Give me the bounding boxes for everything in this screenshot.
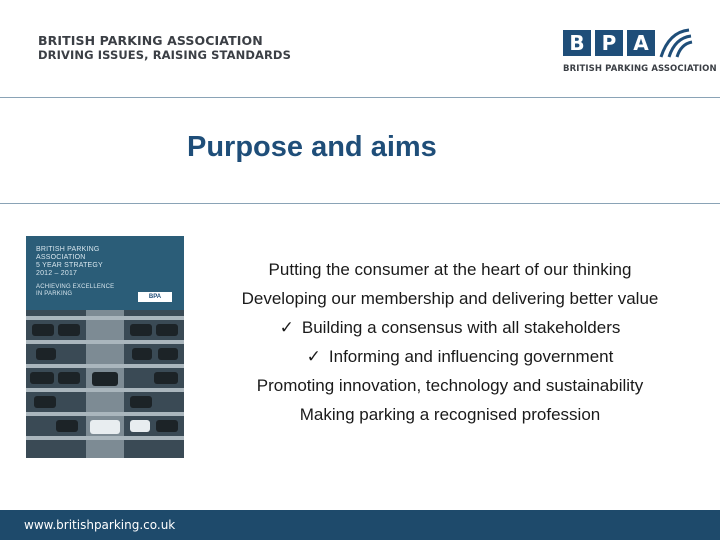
logo-tiles <box>563 28 695 58</box>
org-name: BRITISH PARKING ASSOCIATION <box>38 33 263 48</box>
aim-item <box>190 342 710 371</box>
car-park-photo <box>26 310 184 458</box>
header-org-block <box>38 34 291 62</box>
cover-title-line: ASSOCIATION <box>36 254 86 261</box>
aim-text: Developing our membership and delivering better value <box>241 289 659 308</box>
cover-title-line: 5 YEAR STRATEGY <box>36 262 103 269</box>
org-tagline: DRIVING ISSUES, RAISING STANDARDS <box>38 48 291 62</box>
checkmark-icon: ✓ <box>306 347 321 366</box>
footer-website-link[interactable]: www.britishparking.co.uk <box>24 518 176 532</box>
aim-item <box>190 284 710 313</box>
aim-item <box>190 371 710 400</box>
aim-item <box>190 400 710 429</box>
aim-text: Building a consensus with all stakeholders <box>301 318 621 337</box>
strategy-cover-image <box>26 236 184 458</box>
cover-title <box>36 246 146 298</box>
cover-subtitle-line: ACHIEVING EXCELLENCE <box>36 284 115 290</box>
logo-tile-a: A <box>627 30 655 56</box>
cover-subtitle <box>36 284 146 298</box>
logo-arcs-icon <box>659 28 693 58</box>
cover-title-line: BRITISH PARKING <box>36 246 100 253</box>
footer-bar <box>0 510 720 540</box>
aim-item <box>190 313 710 342</box>
cover-title-line: 2012 – 2017 <box>36 270 78 277</box>
logo-tile-b: B <box>563 30 591 56</box>
aims-list <box>190 255 710 429</box>
top-divider <box>0 97 720 98</box>
logo-caption: BRITISH PARKING ASSOCIATION <box>563 64 717 74</box>
checkmark-icon: ✓ <box>279 318 294 337</box>
aim-text: Making parking a recognised profession <box>299 405 601 424</box>
slide-title: Purpose and aims <box>187 131 437 163</box>
aim-item <box>190 255 710 284</box>
bpa-logo <box>563 28 717 76</box>
aim-text: Putting the consumer at the heart of our thinking <box>268 260 632 279</box>
title-divider <box>0 203 720 204</box>
aim-text: Promoting innovation, technology and sustainability <box>256 376 644 395</box>
cover-logo: BPA <box>138 292 172 302</box>
aim-text: Informing and influencing government <box>328 347 614 366</box>
cover-subtitle-line: IN PARKING <box>36 291 73 297</box>
logo-tile-p: P <box>595 30 623 56</box>
